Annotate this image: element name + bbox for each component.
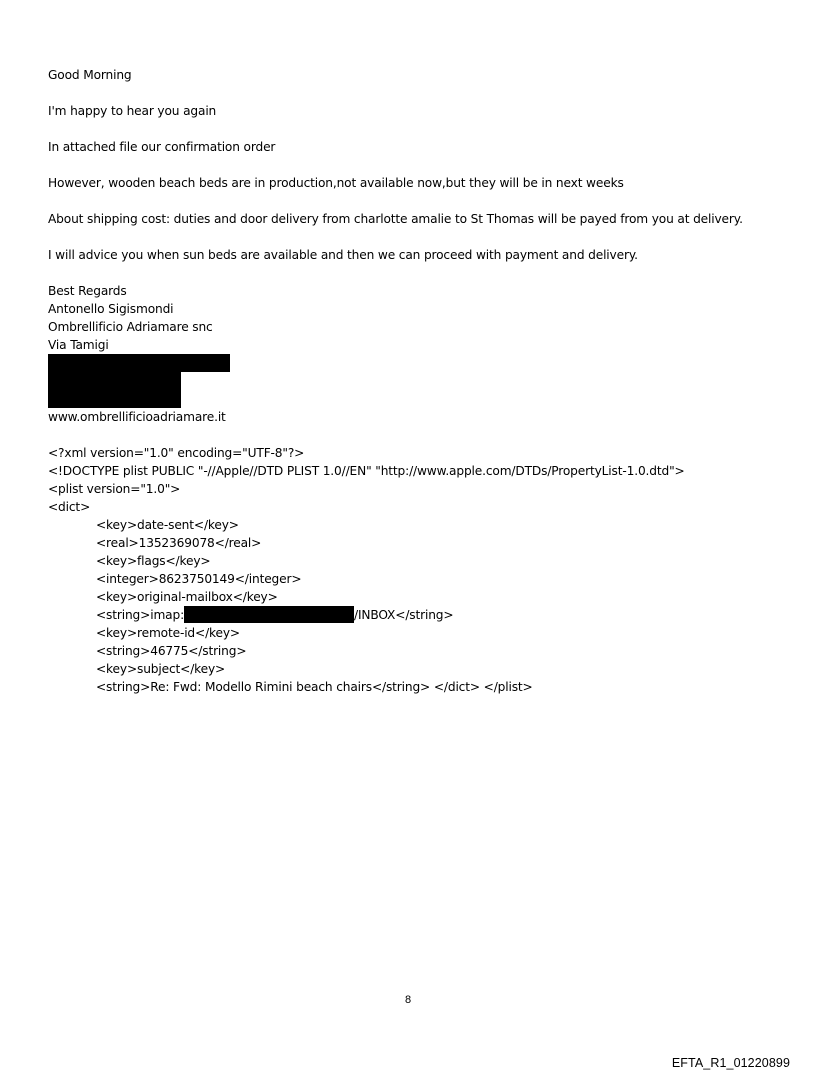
plist-open-tag: <plist version="1.0"> xyxy=(48,482,181,496)
signature-closing: Best Regards xyxy=(48,284,127,298)
plist-key-remote-id: <key>remote-id</key> xyxy=(96,626,240,640)
plist-imap-suffix: /INBOX</string> xyxy=(354,608,454,622)
spacer xyxy=(48,426,788,444)
redacted-address xyxy=(48,354,788,408)
plist-block xyxy=(48,444,788,696)
signature-website: www.ombrellificioadriamare.it xyxy=(48,410,226,424)
greeting: Good Morning xyxy=(48,68,132,82)
email-paragraph: About shipping cost: duties and door delivery from charlotte amalie to St Thomas will be payed from you at delivery. xyxy=(48,212,743,226)
signature-company: Ombrellificio Adriamare snc xyxy=(48,320,213,334)
redaction-bar xyxy=(48,372,181,390)
redaction-bar xyxy=(48,354,230,372)
spacer xyxy=(48,84,788,102)
plist-imap-prefix: <string>imap: xyxy=(96,608,185,622)
signature-block xyxy=(48,282,788,426)
document-id: EFTA_R1_01220899 xyxy=(671,1056,790,1070)
plist-key-flags: <key>flags</key> xyxy=(96,554,211,568)
email-paragraph: In attached file our confirmation order xyxy=(48,140,276,154)
plist-key-subject: <key>subject</key> xyxy=(96,662,226,676)
plist-subject-value: <string>Re: Fwd: Modello Rimini beach chairs</string> </dict> </plist> xyxy=(96,680,533,694)
redaction-bar xyxy=(184,606,354,623)
plist-remote-id-value: <string>46775</string> xyxy=(96,644,247,658)
plist-doctype: <!DOCTYPE plist PUBLIC "-//Apple//DTD PLIST 1.0//EN" "http://www.apple.com/DTDs/PropertyList-1.0.dtd"> xyxy=(48,464,685,478)
plist-xml-declaration: <?xml version="1.0" encoding="UTF-8"?> xyxy=(48,446,305,460)
spacer xyxy=(48,264,788,282)
plist-imap-string xyxy=(48,606,788,624)
plist-integer-value: <integer>8623750149</integer> xyxy=(96,572,302,586)
email-paragraph: However, wooden beach beds are in production,not available now,but they will be in next weeks xyxy=(48,176,624,190)
signature-name: Antonello Sigismondi xyxy=(48,302,174,316)
plist-dict-open: <dict> xyxy=(48,500,91,514)
spacer xyxy=(48,192,788,210)
plist-key-original-mailbox: <key>original-mailbox</key> xyxy=(96,590,278,604)
page-number: 8 xyxy=(404,994,412,1006)
spacer xyxy=(48,120,788,138)
spacer xyxy=(48,228,788,246)
plist-key-date-sent: <key>date-sent</key> xyxy=(96,518,239,532)
email-paragraph: I will advice you when sun beds are available and then we can proceed with payment and delivery. xyxy=(48,248,638,262)
email-paragraph: I'm happy to hear you again xyxy=(48,104,217,118)
signature-street: Via Tamigi xyxy=(48,338,109,352)
email-body xyxy=(48,66,788,696)
plist-real-value: <real>1352369078</real> xyxy=(96,536,262,550)
spacer xyxy=(48,156,788,174)
redaction-bar xyxy=(48,390,181,408)
